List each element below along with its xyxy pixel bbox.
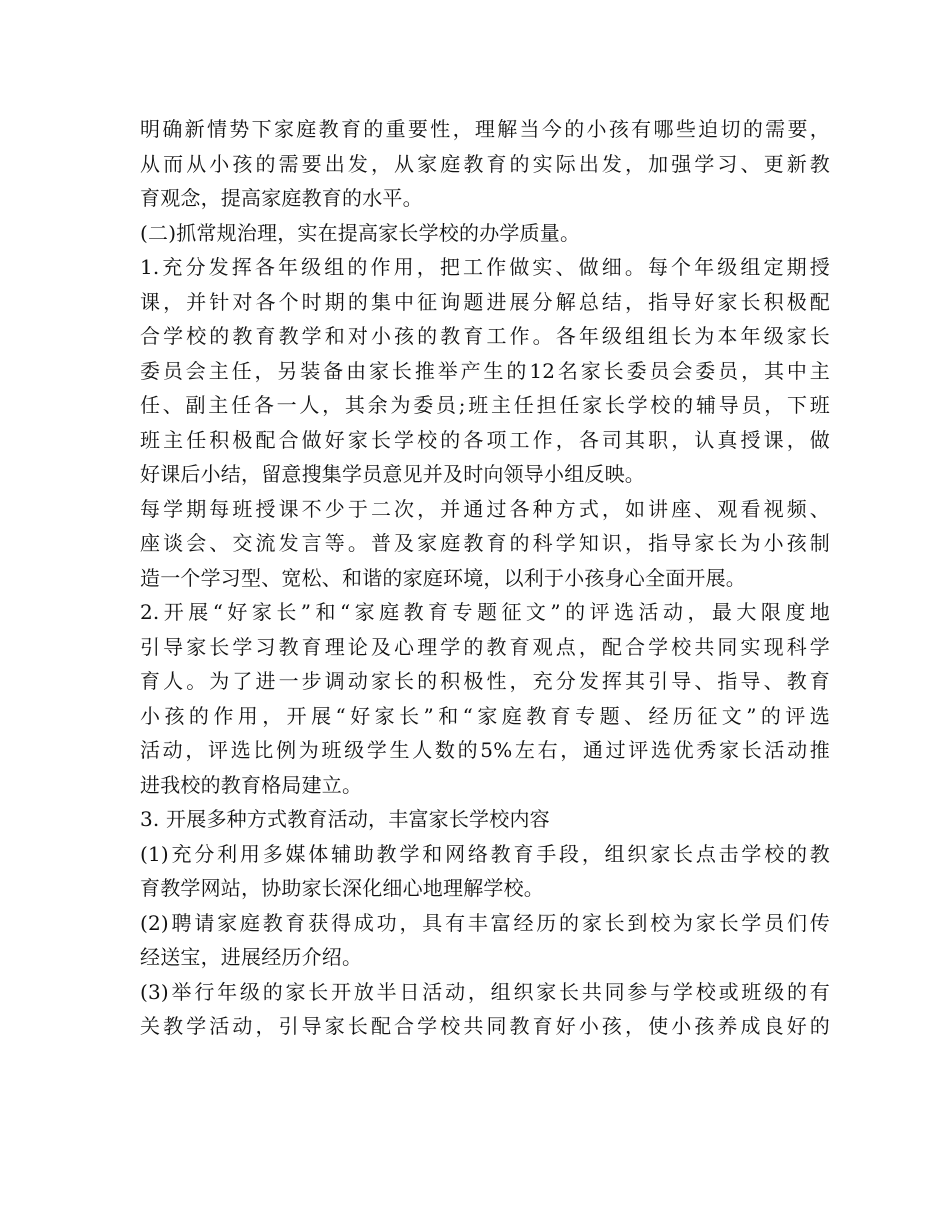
text-line: 造一个学习型、宽松、和谐的家庭环境，以利于小孩身心全面开展。 — [140, 565, 746, 590]
text-line: 育人。为了进一步调动家长的积极性，充分发挥其引导、指导、教育 — [140, 669, 830, 693]
text-line: 进我校的教育格局建立。 — [140, 772, 363, 797]
text-line: (3)举行年级的家长开放半日活动，组织家长共同参与学校或班级的有 — [140, 979, 830, 1004]
text-line: 引导家长学习教育理论及心理学的教育观点，配合学校共同实现科学 — [140, 634, 830, 659]
text-line: 1.充分发挥各年级组的作用，把工作做实、做细。每个年级组定期授 — [140, 255, 830, 279]
document-body — [140, 112, 830, 1044]
text-line: 明确新情势下家庭教育的重要性，理解当今的小孩有哪些迫切的需要， — [140, 117, 830, 141]
text-line: (二)抓常规治理，实在提高家长学校的办学质量。 — [140, 220, 581, 245]
text-line: 课，并针对各个时期的集中征询题进展分解总结，指导好家长积极配 — [140, 289, 830, 314]
text-line: 班主任积极配合做好家长学校的各项工作，各司其职，认真授课，做 — [140, 427, 830, 452]
text-line: 育观念，提高家庭教育的水平。 — [140, 186, 423, 210]
text-line: 座谈会、交流发言等。普及家庭教育的科学知识，指导家长为小孩制 — [140, 531, 830, 555]
text-line: 3. 开展多种方式教育活动，丰富家长学校内容 — [140, 807, 550, 831]
text-line: 经送宝，进展经历介绍。 — [140, 945, 363, 969]
text-line: (1)充分利用多媒体辅助教学和网络教育手段，组织家长点击学校的教 — [140, 841, 830, 866]
text-line: (2)聘请家庭教育获得成功，具有丰富经历的家长到校为家长学员们传 — [140, 910, 830, 935]
text-line: 2.开展“好家长”和“家庭教育专题征文”的评选活动，最大限度地 — [140, 600, 830, 624]
text-line: 每学期每班授课不少于二次，并通过各种方式，如讲座、观看视频、 — [140, 496, 830, 521]
text-line: 从而从小孩的需要出发，从家庭教育的实际出发，加强学习、更新教 — [140, 151, 830, 176]
text-line: 小孩的作用，开展“好家长”和“家庭教育专题、经历征文”的评选 — [140, 703, 830, 728]
text-line: 好课后小结，留意搜集学员意见并及时向领导小组反映。 — [140, 462, 645, 486]
text-line: 合学校的教育教学和对小孩的教育工作。各年级组组长为本年级家长 — [140, 324, 830, 348]
text-line: 育教学网站，协助家长深化细心地理解学校。 — [140, 876, 544, 900]
text-line: 任、副主任各一人，其余为委员;班主任担任家长学校的辅导员，下班 — [140, 393, 830, 417]
text-line: 活动，评选比例为班级学生人数的5%左右，通过评选优秀家长活动推 — [140, 738, 830, 762]
text-line: 委员会主任，另装备由家长推举产生的12名家长委员会委员，其中主 — [140, 358, 830, 383]
text-line: 关教学活动，引导家长配合学校共同教育好小孩，使小孩养成良好的 — [140, 1014, 830, 1038]
